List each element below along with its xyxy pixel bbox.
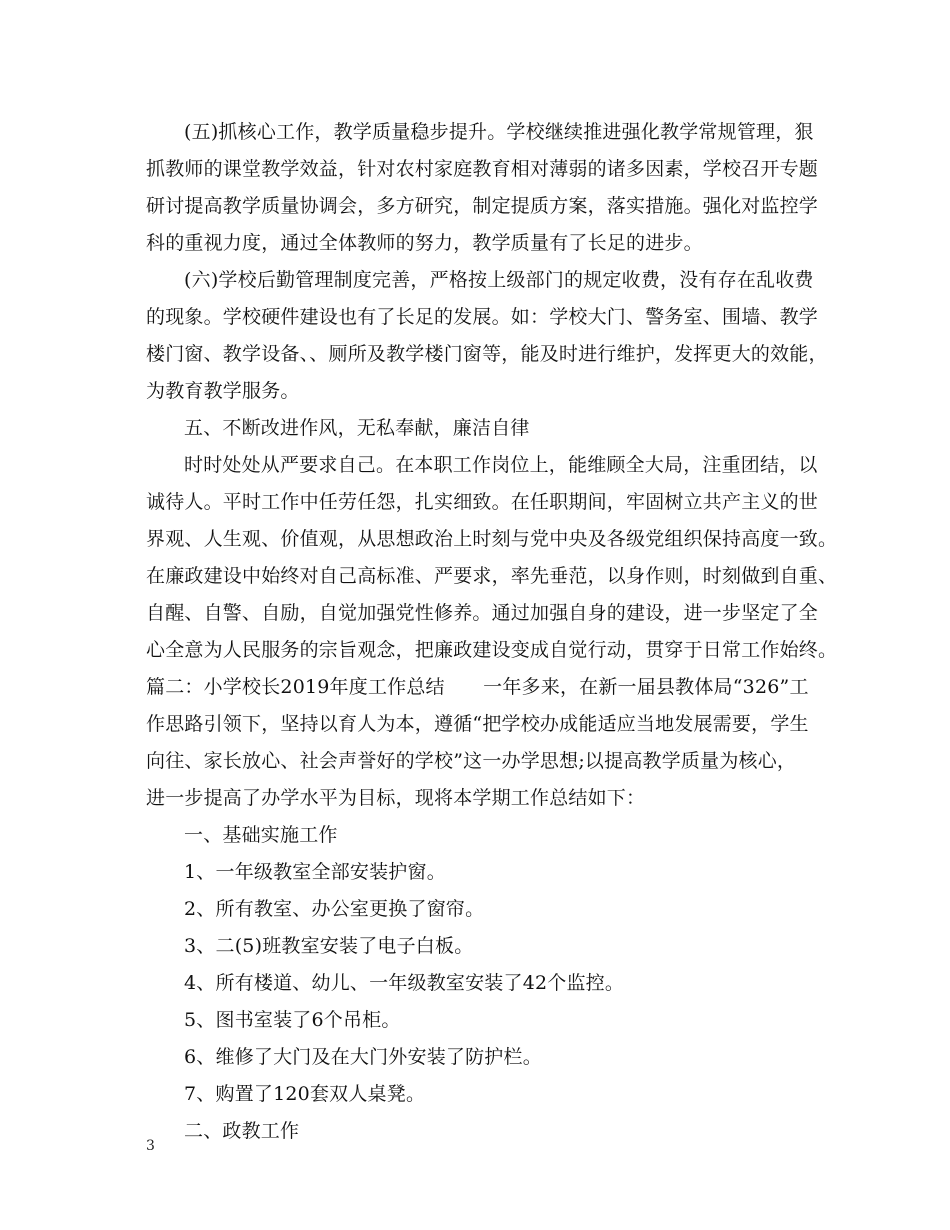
section-heading: 五、不断改进作风，无私奉献，廉洁自律 <box>184 417 530 439</box>
list-item: 2、所有教室、办公室更换了窗帘。 <box>184 898 485 920</box>
paragraph-line: 的现象。学校硬件建设也有了长足的发展。如：学校大门、警务室、围墙、教学 <box>146 306 819 328</box>
paragraph-line: 时时处处从严要求自己。在本职工作岗位上，能维顾全大局，注重团结，以 <box>184 454 818 476</box>
paragraph-line: 抓教师的课堂教学效益，针对农村家庭教育相对薄弱的诸多因素，学校召开专题 <box>146 158 819 180</box>
paragraph-line: 科的重视力度，通过全体教师的努力，教学质量有了长足的进步。 <box>146 232 703 254</box>
section-heading: 一、基础实施工作 <box>184 824 338 846</box>
paragraph-line: 研讨提高教学质量协调会，多方研究，制定提质方案，落实措施。强化对监控学 <box>146 195 819 217</box>
list-item: 3、二(5)班教室安装了电子白板。 <box>184 935 474 957</box>
paragraph-line: (五)抓核心工作，教学质量稳步提升。学校继续推进强化教学常规管理，狠 <box>184 121 814 143</box>
list-item: 6、维修了大门及在大门外安装了防护栏。 <box>184 1046 542 1068</box>
list-item: 7、购置了120套双人桌凳。 <box>184 1083 426 1105</box>
list-item: 1、一年级教室全部安装护窗。 <box>184 861 446 883</box>
paragraph-line: 篇二：小学校长2019年度工作总结 一年多来，在新一届县教体局“326”工 <box>146 676 809 698</box>
paragraph-line: (六)学校后勤管理制度完善，严格按上级部门的规定收费，没有存在乱收费 <box>184 269 814 291</box>
paragraph-line: 诚待人。平时工作中任劳任怨，扎实细致。在任职期间，牢固树立共产主义的世 <box>146 491 819 513</box>
list-item: 4、所有楼道、幼儿、一年级教室安装了42个监控。 <box>184 972 625 994</box>
paragraph-line: 为教育教学服务。 <box>146 380 300 402</box>
paragraph-line: 自醒、自警、自励，自觉加强党性修养。通过加强自身的建设，进一步坚定了全 <box>146 602 819 624</box>
page-number: 3 <box>146 1138 155 1154</box>
paragraph-line: 向往、家长放心、社会声誉好的学校”这一办学思想;以提高教学质量为核心， <box>146 750 797 772</box>
paragraph-line: 进一步提高了办学水平为目标，现将本学期工作总结如下： <box>146 787 646 809</box>
paragraph-line: 在廉政建设中始终对自己高标准、严要求，率先垂范，以身作则，时刻做到自重、 <box>146 565 838 587</box>
section-heading: 二、政教工作 <box>184 1120 300 1142</box>
paragraph-line: 楼门窗、教学设备、、厕所及教学楼门窗等，能及时进行维护，发挥更大的效能， <box>146 343 828 365</box>
paragraph-line: 作思路引领下，坚持以育人为本，遵循“把学校办成能适应当地发展需要，学生 <box>146 713 809 735</box>
paragraph-line: 界观、人生观、价值观，从思想政治上时刻与党中央及各级党组织保持高度一致。 <box>146 528 838 550</box>
list-item: 5、图书室装了6个吊柜。 <box>184 1009 401 1031</box>
paragraph-line: 心全意为人民服务的宗旨观念，把廉政建设变成自觉行动，贯穿于日常工作始终。 <box>146 639 838 661</box>
